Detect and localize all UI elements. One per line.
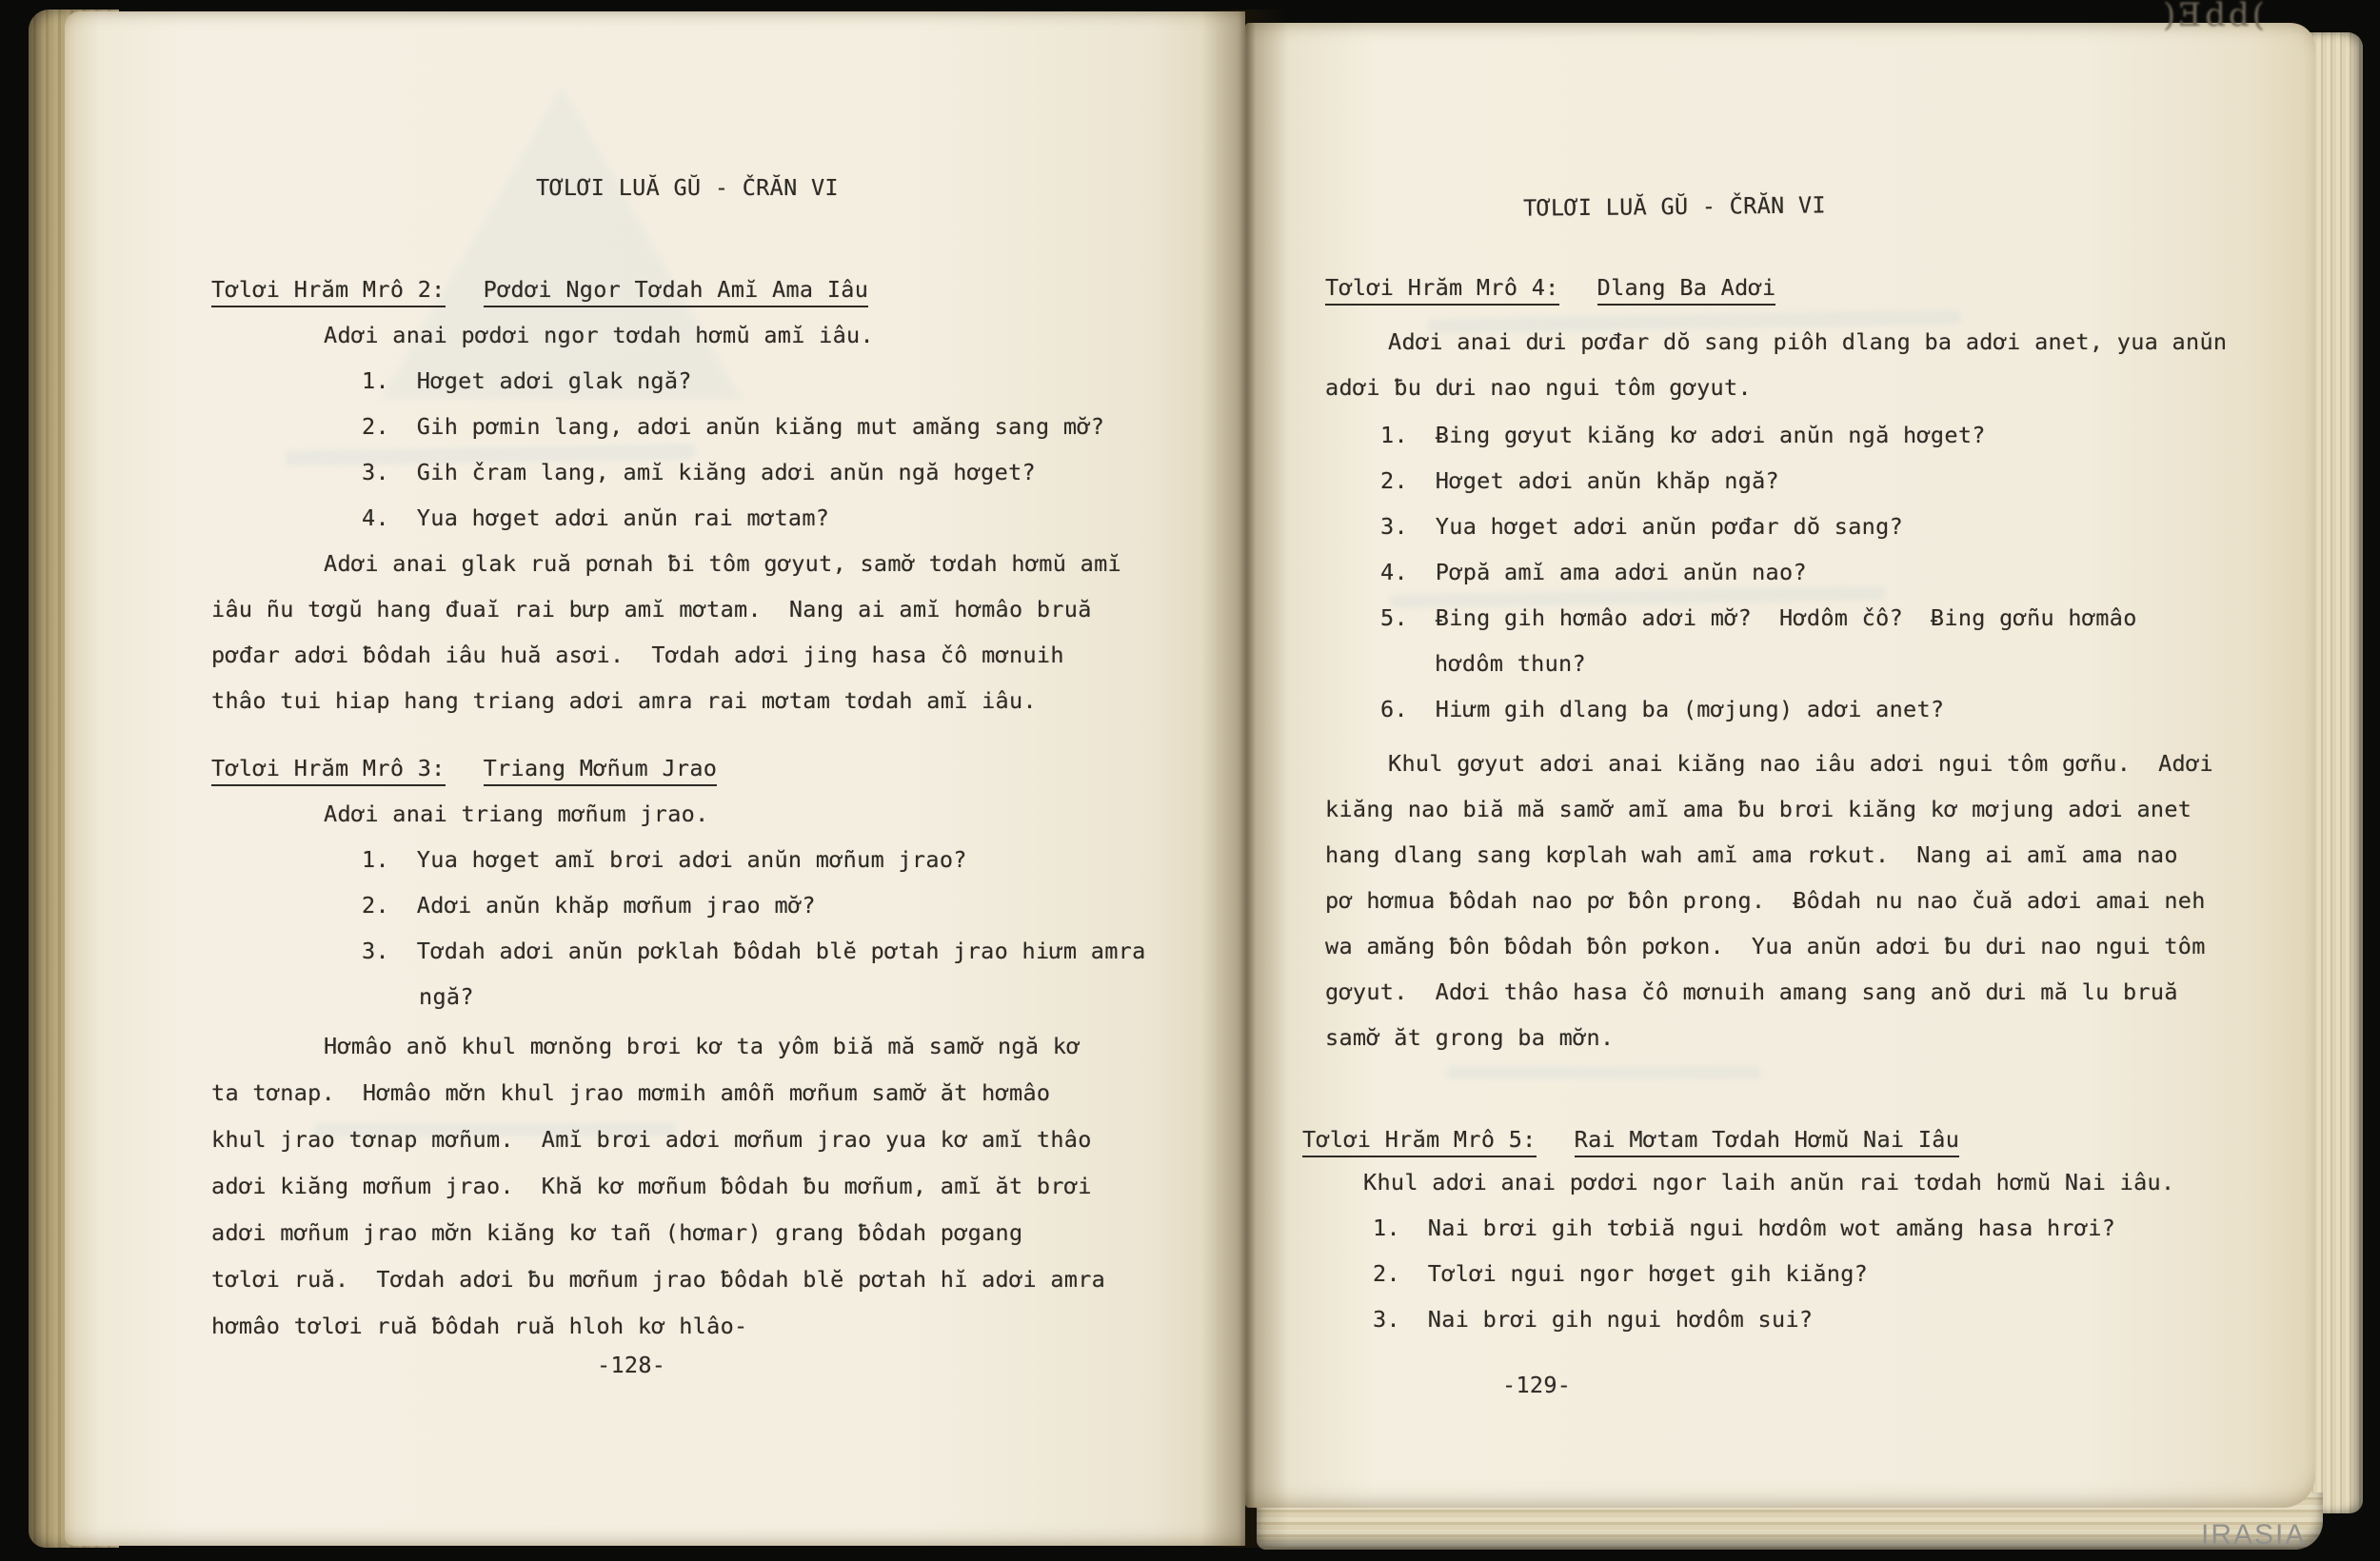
list-item: 3. Yua hơget adơi anŭn pơđar dŏ sang? bbox=[1380, 513, 1904, 540]
list-item: 6. Hiưm gih dlang ba (mơjung) adơi anet? bbox=[1380, 696, 1945, 722]
list-item: 1. Nai brơi gih tơbiă ngui hơdôm wot amăng hasa hrơi? bbox=[1373, 1215, 2116, 1241]
section-heading bbox=[1302, 1126, 1959, 1153]
list-item: 2. Gih pơmin lang, adơi anŭn kiăng mut amăng sang mơ̆? bbox=[362, 413, 1105, 440]
text-line: Adơi anai dưi pơđar dŏ sang piôh dlang ba adơi anet, yua anŭn bbox=[1388, 328, 2228, 355]
text-line: wa amăng ƀôn ƀôdah ƀôn pơkon. Yua anŭn adơi ƀu dưi nao ngui tôm bbox=[1325, 933, 2206, 959]
text-line: Hơmâo anŏ khul mơnŏng brơi kơ ta yôm biă mă samơ̆ ngă kơ bbox=[324, 1033, 1081, 1059]
list-item: 3. Tơdah adơi anŭn pơklah ƀôdah blĕ pơtah jrao hiưm amra bbox=[362, 938, 1146, 964]
text-line: tơlơi ruă. Tơdah adơi ƀu mơñum jrao ƀôdah blĕ pơtah hĭ adơi amra bbox=[211, 1266, 1106, 1293]
text-line: Adơi anai triang mơñum jrao. bbox=[324, 800, 709, 827]
list-item-continuation: hơdôm thun? bbox=[1435, 650, 1586, 677]
text-line: pơđar adơi ƀôdah iâu huă asơi. Tơdah adơi jing hasa čô mơnuih bbox=[211, 642, 1064, 668]
list-item: 2. Hơget adơi anŭn khăp ngă? bbox=[1380, 467, 1779, 494]
text-line: Adơi anai glak ruă pơnah ƀi tôm gơyut, samơ̆ tơdah hơmŭ amĭ bbox=[324, 550, 1121, 577]
text-line: kiăng nao biă mă samơ̆ amĭ ama ƀu brơi kiăng kơ mơjung adơi anet bbox=[1325, 796, 2192, 822]
list-item-continuation: ngă? bbox=[419, 983, 474, 1010]
section-heading-label: Tơlơi Hrăm Mrô 3: bbox=[211, 755, 446, 786]
section-heading-title: Triang Mơñum Jrao bbox=[484, 755, 718, 786]
gutter-shadow bbox=[1201, 10, 1289, 1548]
text-line: gơyut. Adơi thâo hasa čô mơnuih amang sang anŏ dưi mă lu bruă bbox=[1325, 978, 2178, 1005]
section-heading bbox=[211, 276, 868, 303]
list-item: 3. Nai brơi gih ngui hơdôm sui? bbox=[1373, 1306, 1814, 1333]
text-line: Khul adơi anai pơdơi ngor laih anŭn rai tơdah hơmŭ Nai iâu. bbox=[1363, 1169, 2175, 1195]
text-line: thâo tui hiap hang triang adơi amra rai mơtam tơdah amĭ iâu. bbox=[211, 687, 1037, 714]
section-heading-label: Tơlơi Hrăm Mrô 2: bbox=[211, 276, 446, 307]
text-line: adơi mơñum jrao mơ̆n kiăng kơ tañ (hơmar) grang ƀôdah pơgang bbox=[211, 1219, 1023, 1246]
text-line: adơi ƀu dưi nao ngui tôm gơyut. bbox=[1325, 374, 1752, 401]
text-line: Khul gơyut adơi anai kiăng nao iâu adơi ngui tôm gơñu. Adơi bbox=[1388, 750, 2213, 777]
text-line: khul jrao tơnap mơñum. Amĭ brơi adơi mơñum jrao yua kơ amĭ thâo bbox=[211, 1126, 1092, 1153]
section-heading-title: Rai Mơtam Tơdah Hơmŭ Nai Iâu bbox=[1575, 1126, 1960, 1157]
watermark: IRASIA bbox=[2201, 1519, 2307, 1551]
section-heading-title: Pơdơi Ngor Tơdah Amĭ Ama Iâu bbox=[484, 276, 869, 307]
page-number: -128- bbox=[597, 1352, 666, 1378]
running-title: TƠLƠI LUĂ GŬ - ČRĂN VI bbox=[1522, 191, 1827, 222]
text-line: samơ̆ ăt grong ba mơ̆n. bbox=[1325, 1024, 1615, 1051]
list-item: 2. Tơlơi ngui ngor hơget gih kiăng? bbox=[1373, 1260, 1869, 1287]
text-line: Adơi anai pơdơi ngor tơdah hơmŭ amĭ iâu. bbox=[324, 322, 874, 348]
list-item: 1. Yua hơget amĭ brơi adơi anŭn mơñum jrao? bbox=[362, 846, 967, 873]
text-line: iâu ñu tơgŭ hang đuaĭ rai bưp amĭ mơtam. Nang ai amĭ hơmâo bruă bbox=[211, 596, 1092, 622]
list-item: 5. Ƀing gih hơmâo adơi mơ̆? Hơdôm čô? Ƀing gơñu hơmâo bbox=[1380, 604, 2137, 631]
ghost-showthrough bbox=[1447, 1066, 1761, 1079]
list-item: 4. Yua hơget adơi anŭn rai mơtam? bbox=[362, 504, 830, 531]
list-item: 1. Hơget adơi glak ngă? bbox=[362, 367, 692, 394]
section-heading-title: Dlang Ba Adơi bbox=[1597, 274, 1776, 306]
running-title: TƠLƠI LUĂ GŬ - ČRĂN VI bbox=[536, 174, 839, 201]
list-item: 2. Adơi anŭn khăp mơñum jrao mơ̆? bbox=[362, 892, 816, 919]
ghost-showthrough bbox=[381, 86, 743, 400]
text-line: hang dlang sang kơplah wah amĭ ama rơkut. Nang ai amĭ ama nao bbox=[1325, 841, 2178, 868]
section-heading-label: Tơlơi Hrăm Mrô 4: bbox=[1325, 274, 1559, 306]
list-item: 1. Ƀing gơyut kiăng kơ adơi anŭn ngă hơget? bbox=[1380, 422, 1986, 448]
section-heading bbox=[211, 755, 717, 781]
text-line: ta tơnap. Hơmâo mơ̆n khul jrao mơmih amôñ mơñum samơ̆ ăt hơmâo bbox=[211, 1079, 1051, 1106]
list-item: 3. Gih čram lang, amĭ kiăng adơi anŭn ngă hơget? bbox=[362, 459, 1036, 485]
text-line: pơ hơmua ƀôdah nao pơ ƀôn prong. Ƀôdah nu nao čuă adơi amai neh bbox=[1325, 887, 2206, 914]
text-line: adơi kiăng mơñum jrao. Khă kơ mơñum ƀôdah ƀu mơñum, amĭ ăt brơi bbox=[211, 1173, 1092, 1199]
section-heading-label: Tơlơi Hrăm Mrô 5: bbox=[1302, 1126, 1537, 1157]
section-heading bbox=[1325, 274, 1775, 301]
list-item: 4. Pơpă amĭ ama adơi anŭn nao? bbox=[1380, 559, 1807, 585]
back-cover-text: )Ǝdd( bbox=[2163, 0, 2268, 34]
right-page-stack-edge bbox=[2308, 32, 2363, 1513]
page-number: -129- bbox=[1502, 1372, 1572, 1398]
text-line: hơmâo tơlơi ruă ƀôdah ruă hloh kơ hlâo- bbox=[211, 1313, 748, 1339]
